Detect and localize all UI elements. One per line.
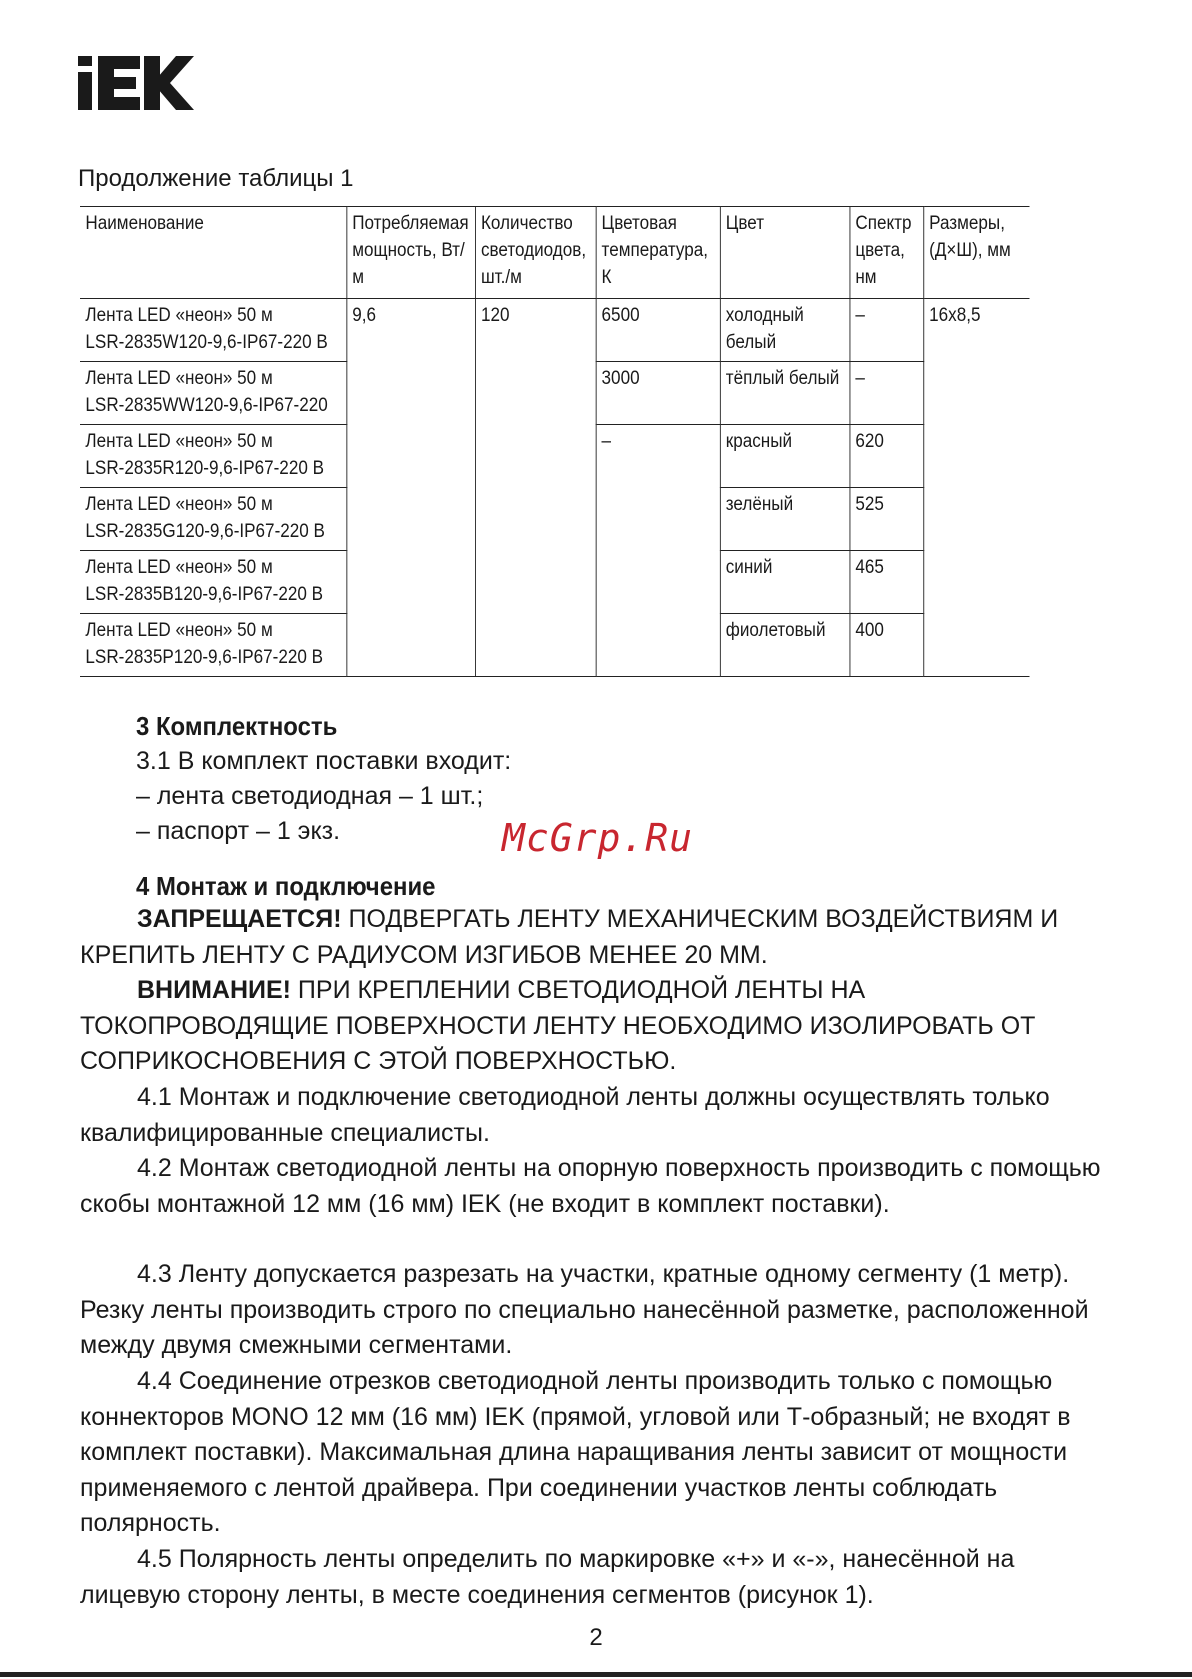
cell-color: тёплый белый (720, 362, 850, 425)
header-spectrum: Спектр цвета, нм (850, 207, 924, 299)
header-color: Цвет (720, 207, 850, 299)
cell-color: синий (720, 551, 850, 614)
header-power: Потребляемая мощность, Вт/м (346, 207, 475, 299)
table-header-row (80, 207, 1030, 299)
cell-temperature: 3000 (596, 362, 720, 425)
name-line1: Лента LED «неон» 50 м (85, 305, 273, 326)
cell-name (80, 425, 346, 488)
cell-name (80, 488, 346, 551)
cell-name (80, 551, 346, 614)
name-line2: LSR-2835R120-9,6-IP67-220 В (85, 458, 324, 479)
cell-name (80, 614, 346, 677)
cell-size: 16х8,5 (923, 299, 1029, 677)
cell-spectrum: – (850, 299, 924, 362)
paragraph-4-1: 4.1 Монтаж и подключение светодиодной ленты должны осуществлять только квалифицированные специалисты. (80, 1083, 1050, 1147)
watermark: McGrp.Ru (502, 816, 694, 860)
paragraph-4-3: 4.3 Ленту допускается разрезать на участки, кратные одному сегменту (1 метр). Резку ленты производить строго по специально нанесённой разметке, расположенной между двумя смежными сегментами. (80, 1260, 1089, 1359)
bottom-rule (0, 1672, 1192, 1677)
warning-prohibited-label: ЗАПРЕЩАЕТСЯ! (137, 905, 342, 933)
section3-line2: – лента светодиодная – 1 шт.; (136, 782, 484, 810)
name-line1: Лента LED «неон» 50 м (85, 494, 273, 515)
cell-spectrum: 620 (850, 425, 924, 488)
name-line1: Лента LED «неон» 50 м (85, 431, 273, 452)
name-line2: LSR-2835G120-9,6-IP67-220 В (85, 521, 325, 542)
spec-table (80, 206, 1030, 677)
cell-leds: 120 (475, 299, 596, 677)
warning-prohibited-text: ПОДВЕРГАТЬ ЛЕНТУ МЕХАНИЧЕСКИМ ВОЗДЕЙСТВИЯМ И КРЕПИТЬ ЛЕНТУ С РАДИУСОМ ИЗГИБОВ МЕНЕЕ 20 ММ. (80, 905, 1059, 969)
cell-color: холодный белый (720, 299, 850, 362)
paragraph-4-5: 4.5 Полярность ленты определить по маркировке «+» и «-», нанесённой на лицевую сторону ленты, в месте соединения сегментов (рисунок 1). (80, 1545, 1015, 1609)
cell-name (80, 362, 346, 425)
cell-temperature: – (596, 425, 720, 677)
header-size: Размеры, (Д×Ш), мм (923, 207, 1029, 299)
section3-line3: – паспорт – 1 экз. (136, 817, 341, 845)
paragraph-4-2: 4.2 Монтаж светодиодной ленты на опорную поверхность производить с помощью скобы монтажной 12 мм (16 мм) IEK (не входит в комплект поставки). (80, 1154, 1101, 1218)
name-line1: Лента LED «неон» 50 м (85, 557, 273, 578)
iek-logo (78, 56, 194, 110)
table-caption: Продолжение таблицы 1 (78, 165, 354, 192)
cell-color: фиолетовый (720, 614, 850, 677)
cell-spectrum: 525 (850, 488, 924, 551)
name-line2: LSR-2835WW120-9,6-IP67-220 (85, 395, 328, 416)
header-leds: Количество светодиодов, шт./м (475, 207, 596, 299)
page-number: 2 (589, 1624, 603, 1651)
paragraph-4-4: 4.4 Соединение отрезков светодиодной ленты производить только с помощью коннекторов MONO 12 мм (16 мм) IEK (прямой, угловой или Т-образный; не входят в комплект поставки). Максимальная длина наращивания ленты зависит от мощности применяемого с лентой драйвера. При соединении участков ленты соблюдать полярность. (80, 1367, 1071, 1537)
name-line2: LSR-2835B120-9,6-IP67-220 В (85, 584, 324, 605)
warning-attention (80, 973, 1120, 1080)
cell-spectrum: – (850, 362, 924, 425)
name-line2: LSR-2835P120-9,6-IP67-220 В (85, 647, 324, 668)
iek-logo-graphic (78, 56, 194, 110)
header-temperature: Цветовая температура, К (596, 207, 720, 299)
name-line1: Лента LED «неон» 50 м (85, 620, 273, 641)
cell-spectrum: 400 (850, 614, 924, 677)
name-line2: LSR-2835W120-9,6-IP67-220 В (85, 332, 328, 353)
header-name: Наименование (80, 207, 346, 299)
cell-color: зелёный (720, 488, 850, 551)
warning-attention-text: ПРИ КРЕПЛЕНИИ СВЕТОДИОДНОЙ ЛЕНТЫ НА ТОКОПРОВОДЯЩИЕ ПОВЕРХНОСТИ ЛЕНТУ НЕОБХОДИМО ИЗОЛИРОВАТЬ ОТ СОПРИКОСНОВЕНИЯ С ЭТОЙ ПОВЕРХНОСТЬЮ. (80, 976, 1036, 1075)
section3-heading: 3 Комплектность (136, 711, 338, 741)
name-line1: Лента LED «неон» 50 м (85, 368, 273, 389)
cell-color: красный (720, 425, 850, 488)
warning-attention-label: ВНИМАНИЕ! (137, 976, 291, 1004)
section4-heading: 4 Монтаж и подключение (136, 871, 436, 901)
section3-line1: 3.1 В комплект поставки входит: (136, 747, 512, 775)
cell-spectrum: 465 (850, 551, 924, 614)
cell-name (80, 299, 346, 362)
cell-temperature: 6500 (596, 299, 720, 362)
warning-prohibited (80, 902, 1120, 973)
table-row (80, 299, 1030, 362)
cell-power: 9,6 (346, 299, 475, 677)
